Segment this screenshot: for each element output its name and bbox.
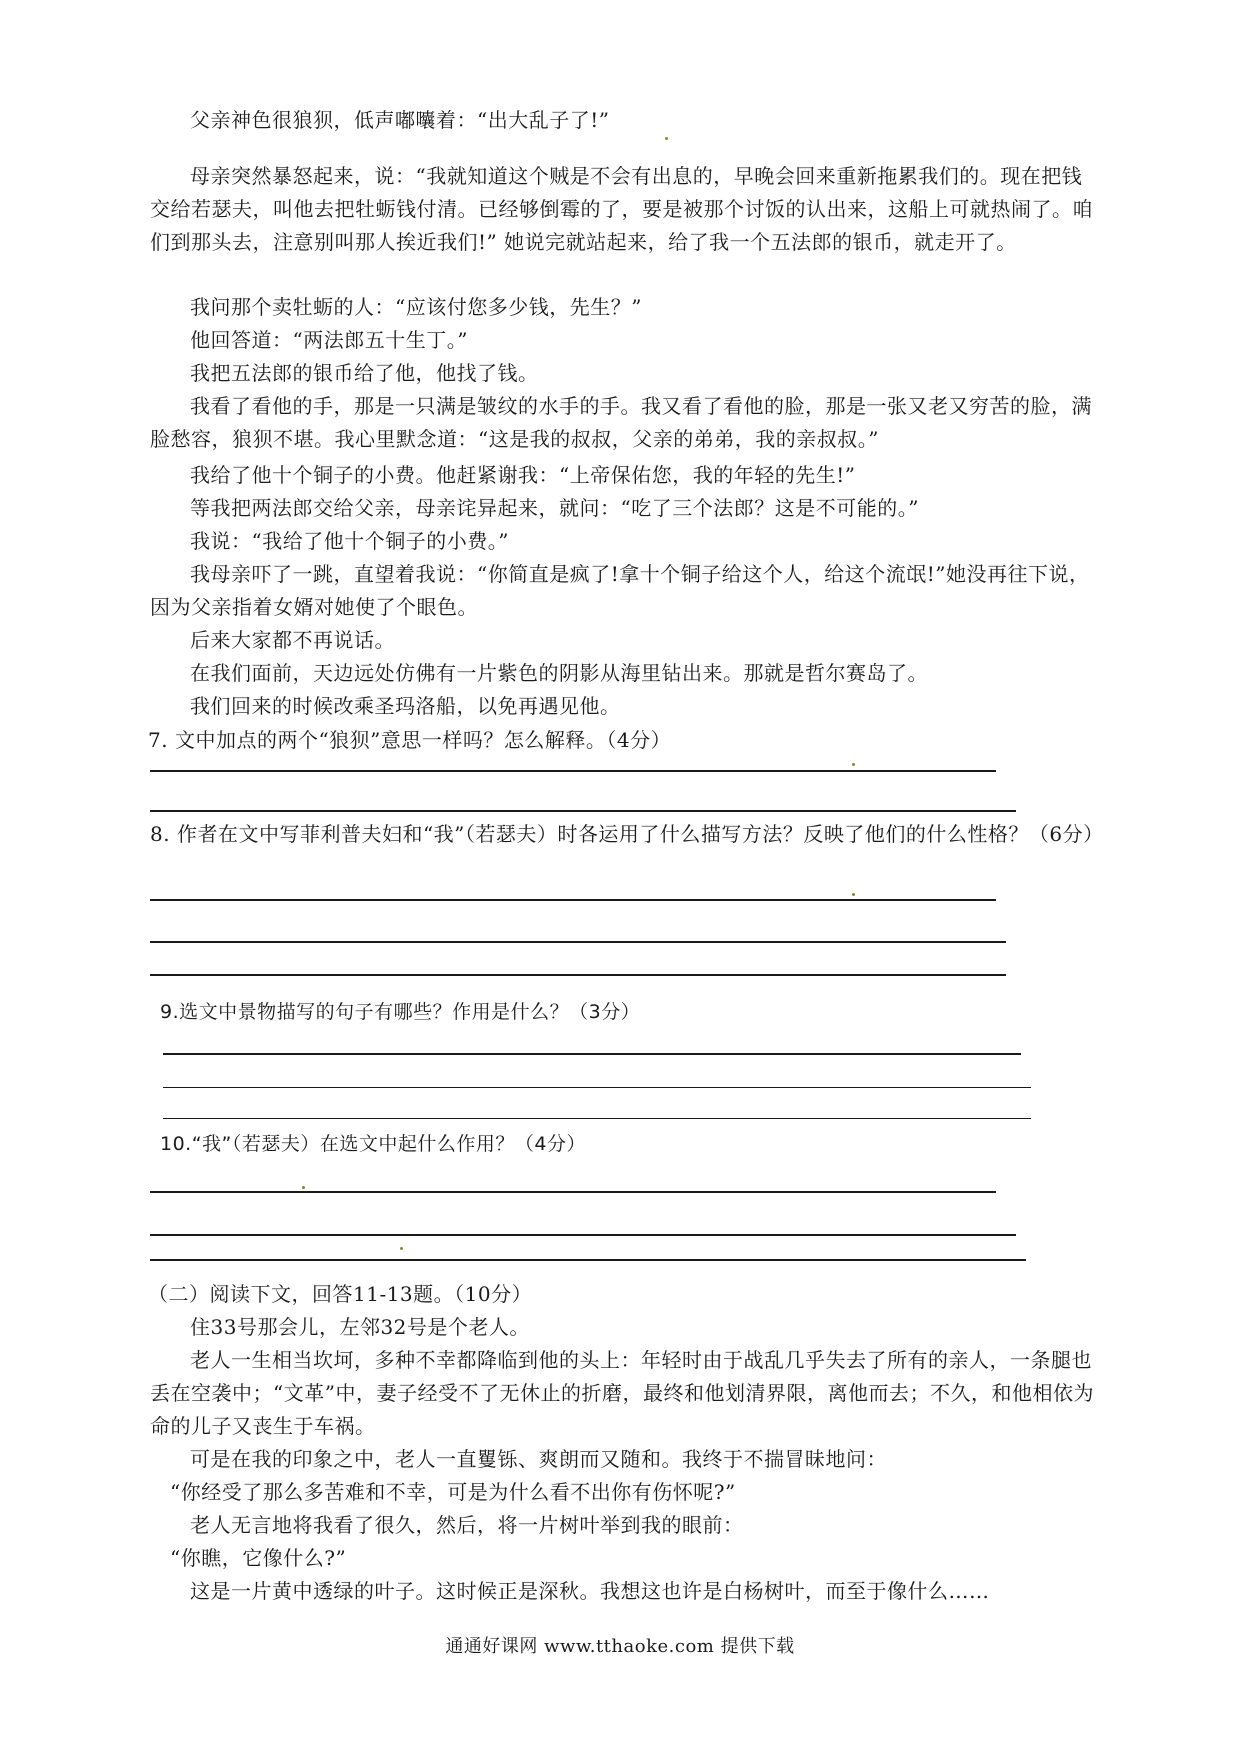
answer-line[interactable] <box>150 1259 1026 1261</box>
passage-paragraph: 在我们面前，天边远处仿佛有一片紫色的阴影从海里钻出来。那就是哲尔赛岛了。 <box>190 661 928 685</box>
answer-line[interactable] <box>163 1118 1031 1119</box>
passage-paragraph: “你瞧，它像什么?” <box>170 1546 347 1570</box>
scan-speck <box>400 1247 403 1250</box>
scan-speck <box>852 763 855 766</box>
passage-paragraph: 我把五法郎的银币给了他，他找了钱。 <box>190 361 539 385</box>
question-10: 10.“我”（若瑟夫）在选文中起什么作用？（4分） <box>160 1133 586 1155</box>
passage-paragraph: 我问那个卖牡蛎的人：“应该付您多少钱，先生？” <box>190 295 642 319</box>
footer-source: 通通好课网 www.tthaoke.com 提供下载 <box>445 1636 795 1657</box>
passage-paragraph: 母亲突然暴怒起来，说：“我就知道这个贼是不会有出息的，早晚会回来重新拖累我们的。现在把钱交给若瑟夫，叫他去把牡蛎钱付清。已经够倒霉的了，要是被那个讨饭的认出来，这船上可就热闹了。咱们到那头去，注意别叫那人挨近我们!” 她说完就站起来，给了我一个五法郎的银币，就走开了。 <box>150 164 1093 254</box>
passage-paragraph: 我母亲吓了一跳，直望着我说：“你简直是疯了!拿十个铜子给这个人，给这个流氓!”她没再往下说，因为父亲指着女婿对她使了个眼色。 <box>150 562 1090 619</box>
question-9: 9.选文中景物描写的句子有哪些？作用是什么？（3分） <box>160 1001 641 1023</box>
passage-paragraph: 等我把两法郎交给父亲，母亲诧异起来，就问：“吃了三个法郎？这是不可能的。” <box>190 496 919 520</box>
passage-paragraph: 这是一片黄中透绿的叶子。这时候正是深秋。我想这也许是白杨树叶，而至于像什么…… <box>190 1579 990 1603</box>
scan-speck <box>302 1186 305 1189</box>
passage-paragraph: 我们回来的时候改乘圣玛洛船，以免再遇见他。 <box>190 694 621 718</box>
passage-paragraph: 我看了看他的手，那是一只满是皱纹的水手的手。我又看了看他的脸，那是一张又老又穷苦的脸，满脸愁容，狼狈不堪。我心里默念道：“这是我的叔叔，父亲的弟弟，我的亲叔叔。” <box>150 394 1092 451</box>
answer-line[interactable] <box>163 1087 1031 1088</box>
scan-speck <box>665 137 668 140</box>
passage-paragraph: 他回答道：“两法郎五十生丁。” <box>190 328 468 352</box>
passage-paragraph: “你经受了那么多苦难和不幸，可是为什么看不出你有伤怀呢?” <box>170 1480 736 1504</box>
answer-line[interactable] <box>150 810 1016 812</box>
passage-paragraph: 住33号那会儿，左邻32号是个老人。 <box>190 1315 530 1339</box>
passage-paragraph: 老人一生相当坎坷，多种不幸都降临到他的头上：年轻时由于战乱几乎失去了所有的亲人，一条腿也丢在空袭中；“文革”中，妻子经受不了无休止的折磨，最终和他划清界限，离他而去；不久，和他相依为命的儿子又丧生于车祸。 <box>150 1348 1094 1438</box>
answer-line[interactable] <box>150 1234 1016 1236</box>
answer-line[interactable] <box>150 941 1006 943</box>
answer-line[interactable] <box>150 899 996 901</box>
passage-paragraph: 我说：“我给了他十个铜子的小费。” <box>190 529 509 553</box>
scan-speck <box>852 893 855 896</box>
answer-line[interactable] <box>150 974 1006 976</box>
answer-line[interactable] <box>150 1191 996 1193</box>
passage-paragraph: 我给了他十个铜子的小费。他赶紧谢我：“上帝保佑您，我的年轻的先生!” <box>190 463 856 487</box>
answer-line[interactable] <box>150 770 996 772</box>
passage-paragraph: 后来大家都不再说话。 <box>190 628 395 652</box>
passage-paragraph: 可是在我的印象之中，老人一直矍铄、爽朗而又随和。我终于不揣冒昧地问： <box>190 1447 887 1471</box>
answer-line[interactable] <box>163 1053 1021 1055</box>
question-7: 7. 文中加点的两个“狼狈”意思一样吗？怎么解释。（4分） <box>148 728 672 752</box>
passage-paragraph: 父亲神色很狼狈，低声嘟囔着：“出大乱子了!” <box>190 108 610 132</box>
section-heading: （二）阅读下文，回答11-13题。（10分） <box>148 1282 533 1306</box>
question-8: 8. 作者在文中写菲利普夫妇和“我”（若瑟夫）时各运用了什么描写方法？反映了他们的什么性格？（6分） <box>150 822 1104 846</box>
passage-paragraph: 老人无言地将我看了很久，然后，将一片树叶举到我的眼前： <box>190 1513 744 1537</box>
